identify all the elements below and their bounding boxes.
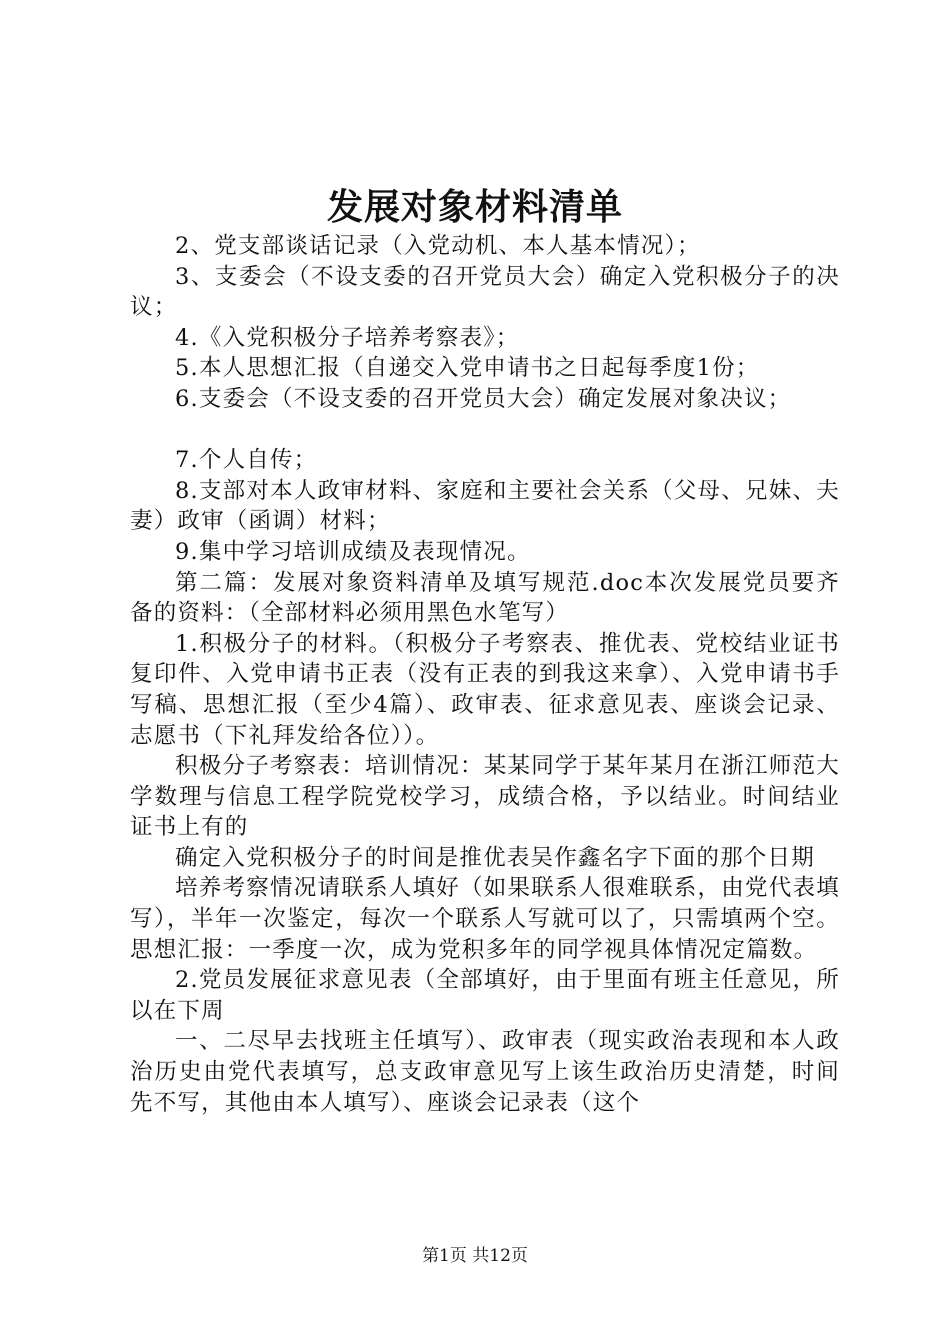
paragraph: 5.本人思想汇报（自递交入党申请书之日起每季度1份； — [175, 355, 760, 382]
paragraph: 一、二尽早去找班主任填写）、政审表（现实政治表现和本人政治历史由党代表填写，总支政审意见写上该生政治历史清楚，时间先不写，其他由本人填写）、座谈会记录表（这个 — [130, 1028, 840, 1116]
page-number-footer: 第1页 共12页 — [422, 1246, 528, 1266]
document-title: 发展对象材料清单 — [326, 186, 623, 228]
paragraph: 3、支委会（不设支委的召开党员大会）确定入党积极分子的决议； — [130, 263, 840, 321]
blank-line — [130, 415, 840, 446]
paragraph: 7.个人自传； — [175, 447, 318, 474]
paragraph: 6.支委会（不设支委的召开党员大会）确定发展对象决议； — [175, 385, 792, 412]
paragraph: 积极分子考察表：培训情况：某某同学于某年某月在浙江师范大学数理与信息工程学院党校学习，成绩合格，予以结业。时间结业证书上有的 — [130, 753, 840, 841]
paragraph: 2.党员发展征求意见表（全部填好，由于里面有班主任意见，所以在下周 — [130, 967, 840, 1024]
paragraph: 确定入党积极分子的时间是推优表吴作鑫名字下面的那个日期 — [175, 844, 815, 871]
paragraph: 8.支部对本人政审材料、家庭和主要社会关系（父母、兄妹、夫妻）政审（函调）材料； — [130, 477, 840, 535]
paragraph: 2、党支部谈话记录（入党动机、本人基本情况）； — [175, 233, 701, 259]
paragraph: 9.集中学习培训成绩及表现情况。 — [175, 538, 531, 565]
document-body — [130, 231, 840, 1118]
paragraph: 4.《入党积极分子培养考察表》； — [175, 324, 520, 351]
paragraph: 1.积极分子的材料。（积极分子考察表、推优表、党校结业证书复印件、入党申请书正表（没有正表的到我这来拿）、入党申请书手写稿、思想汇报（至少4篇）、政审表、征求意见表、座谈会记录、志愿书（下礼拜发给各位））。 — [130, 630, 840, 749]
paragraph: 培养考察情况请联系人填好（如果联系人很难联系，由党代表填写），半年一次鉴定，每次一个联系人写就可以了，只需填两个空。思想汇报：一季度一次，成为党积多年的同学视具体情况定篇数。 — [130, 875, 840, 963]
paragraph: 第二篇：发展对象资料清单及填写规范.doc本次发展党员要齐备的资料：（全部材料必须用黑色水笔写） — [130, 569, 840, 627]
